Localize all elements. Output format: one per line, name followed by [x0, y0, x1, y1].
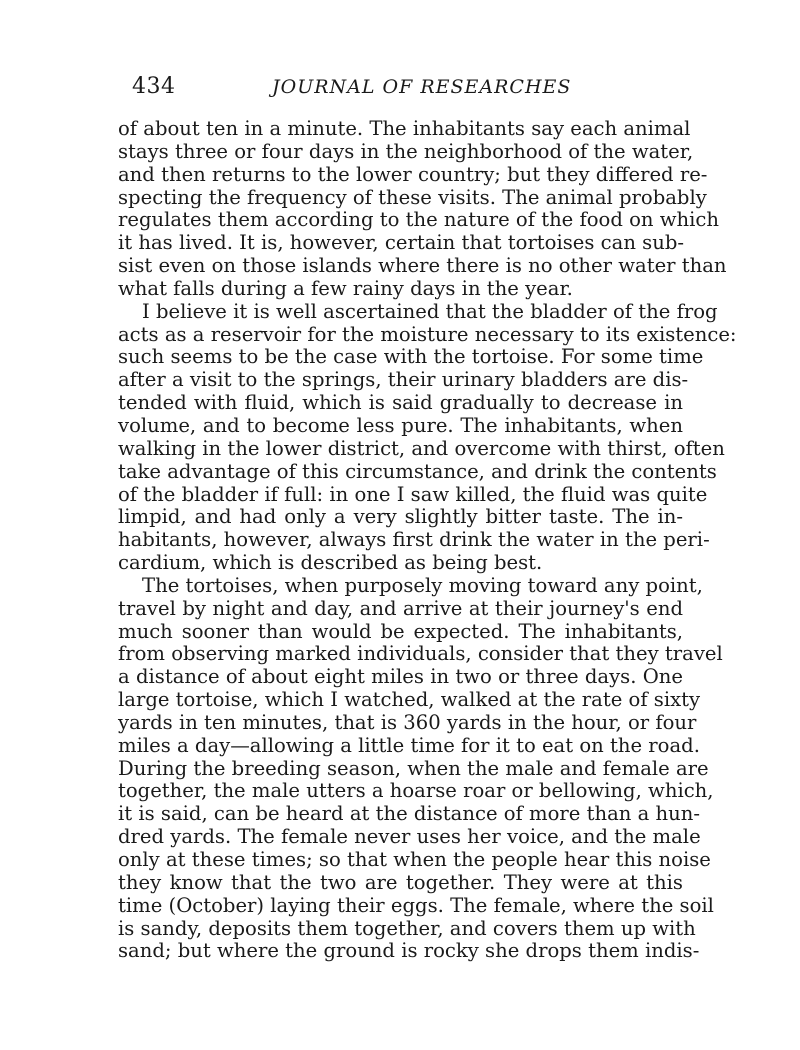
text-line: sand; but where the ground is rocky she drops them indis- — [118, 939, 700, 963]
text-line: time (October) laying their eggs. The female, where the soil — [118, 893, 714, 917]
text-line: dred yards. The female never uses her voice, and the male — [118, 825, 701, 849]
text-line: only at these times; so that when the people hear this noise — [118, 848, 711, 871]
text-line: and then returns to the lower country; but they differed re- — [118, 162, 708, 186]
page-number: 434 — [132, 74, 176, 99]
text-line: from observing marked individuals, consider that they travel — [118, 642, 723, 666]
text-line: During the breeding season, when the male and female are — [118, 756, 709, 780]
text-line: regulates them according to the nature of the food on which — [118, 208, 720, 232]
text-line: it is said, can be heard at the distance of more than a hun- — [118, 802, 701, 826]
text-line: large tortoise, which I watched, walked at the rate of sixty — [118, 688, 701, 712]
text-line: miles a day—allowing a little time for it to eat on the road. — [118, 733, 700, 757]
text-line: is sandy, deposits them together, and covers them up with — [118, 916, 696, 940]
text-line: habitants, however, always first drink the water in the peri- — [118, 528, 710, 552]
text-line: take advantage of this circumstance, and drink the contents — [118, 459, 717, 483]
text-line: of the bladder if full: in one I saw killed, the fluid was quite — [118, 482, 708, 506]
text-line: much sooner than would be expected. The inhabitants, — [118, 619, 683, 643]
body-text — [118, 117, 737, 963]
text-line: yards in ten minutes, that is 360 yards in the hour, or four — [118, 710, 697, 734]
paragraph-start-line: The tortoises, when purposely moving toward any point, — [142, 573, 703, 597]
text-line: a distance of about eight miles in two or three days. One — [118, 665, 683, 689]
text-line: of about ten in a minute. The inhabitants say each animal — [118, 117, 691, 140]
text-line: cardium, which is described as being best. — [118, 551, 543, 575]
text-line: specting the frequency of these visits. The animal probably — [118, 185, 707, 209]
text-line: walking in the lower district, and overcome with thirst, often — [118, 436, 725, 460]
text-line: acts as a reservoir for the moisture necessary to its existence: — [118, 322, 737, 346]
running-head — [132, 74, 692, 104]
text-line: they know that the two are together. They were at this — [118, 870, 683, 894]
running-title: JOURNAL OF RESEARCHES — [272, 76, 572, 98]
text-line: after a visit to the springs, their urinary bladders are dis- — [118, 368, 689, 392]
text-line: volume, and to become less pure. The inhabitants, when — [118, 413, 683, 437]
text-line: such seems to be the case with the tortoise. For some time — [118, 345, 704, 369]
paragraph-start-line: I believe it is well ascertained that the bladder of the frog — [142, 299, 718, 323]
text-line: what falls during a few rainy days in the year. — [118, 276, 573, 300]
text-line: it has lived. It is, however, certain that tortoises can sub- — [118, 231, 685, 255]
text-line: together, the male utters a hoarse roar or bellowing, which, — [118, 779, 714, 803]
text-line: stays three or four days in the neighborhood of the water, — [118, 139, 694, 163]
text-line: sist even on those islands where there is no other water than — [118, 254, 727, 278]
text-line: travel by night and day, and arrive at their journey's end — [118, 596, 683, 620]
text-line: tended with fluid, which is said gradually to decrease in — [118, 391, 683, 415]
text-line: limpid, and had only a very slightly bitter taste. The in- — [118, 505, 683, 529]
